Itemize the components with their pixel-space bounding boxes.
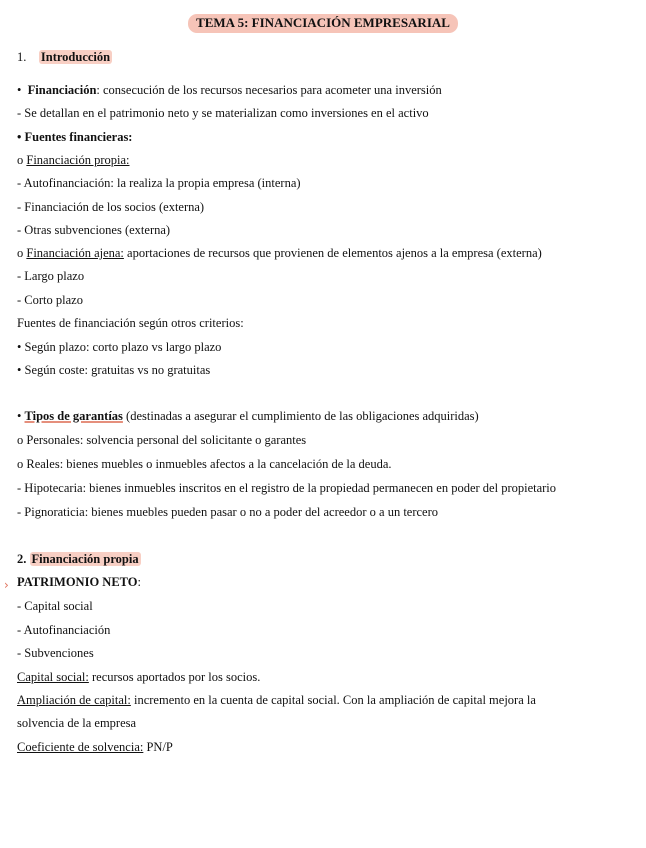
section-1-title: Introducción — [40, 50, 111, 64]
patrimonio-heading: PATRIMONIO NETO — [17, 575, 138, 589]
corto-plazo-line: - Corto plazo — [17, 293, 83, 307]
bullet: • — [17, 83, 22, 97]
capital-social-text: recursos aportados por los socios. — [88, 670, 261, 684]
garantias-heading: Tipos de garantías — [24, 409, 123, 423]
segun-plazo-line: • Según plazo: corto plazo vs largo plazo — [17, 340, 222, 354]
ampliacion-text: incremento en la cuenta de capital social. Con la ampliación de capital mejora la — [130, 693, 536, 707]
socios-line: - Financiación de los socios (externa) — [17, 200, 205, 214]
coeficiente-text: PN/P — [143, 740, 173, 754]
largo-plazo-line: - Largo plazo — [17, 269, 85, 283]
garantias-text: (destinadas a asegurar el cumplimiento de las obligaciones adquiridas) — [122, 409, 479, 423]
fuentes-heading: • Fuentes financieras: — [17, 130, 133, 144]
patrimonio-line — [17, 574, 141, 590]
hipotecaria-line: - Hipotecaria: bienes inmuebles inscritos en el registro de la propiedad permanecen en poder del propietario — [17, 481, 557, 495]
section-1-heading — [17, 49, 112, 65]
pignoraticia-line: - Pignoraticia: bienes muebles pueden pasar o no a poder del acreedor o a un tercero — [17, 505, 439, 519]
propia-line — [17, 152, 129, 168]
capital-social-line — [17, 669, 260, 685]
criterios-line: Fuentes de financiación según otros criterios: — [17, 316, 244, 330]
patrimonio-colon: : — [137, 575, 141, 589]
coeficiente-label: Coeficiente de solvencia: — [17, 740, 144, 754]
coeficiente-line — [17, 739, 173, 755]
personales-line: o Personales: solvencia personal del solicitante o garantes — [17, 433, 307, 447]
garantias-line — [17, 408, 479, 424]
subvenciones-line: - Otras subvenciones (externa) — [17, 223, 171, 237]
collapse-arrow-icon[interactable]: › — [4, 578, 9, 592]
subv-line: - Subvenciones — [17, 646, 94, 660]
segun-coste-line: • Según coste: gratuitas vs no gratuitas — [17, 363, 211, 377]
financiacion-term: Financiación — [27, 83, 97, 97]
financiacion-definition — [17, 82, 442, 98]
ajena-text: aportaciones de recursos que provienen de elementos ajenos a la empresa (externa) — [123, 246, 542, 260]
title-wrap — [0, 14, 646, 33]
ajena-line — [17, 245, 542, 261]
autofin-line: - Autofinanciación — [17, 623, 111, 637]
propia-label: Financiación propia: — [26, 153, 130, 167]
ajena-prefix: o — [17, 246, 27, 260]
reales-line: o Reales: bienes muebles o inmuebles afectos a la cancelación de la deuda. — [17, 457, 392, 471]
ampliacion-label: Ampliación de capital: — [17, 693, 131, 707]
ampliacion-cont-line: solvencia de la empresa — [17, 716, 137, 730]
section-2-heading — [17, 551, 141, 567]
financiacion-def: : consecución de los recursos necesarios para acometer una inversión — [96, 83, 442, 97]
propia-prefix: o — [17, 153, 27, 167]
capital-social-label: Capital social: — [17, 670, 89, 684]
garantias-bullet: • — [17, 409, 25, 423]
autofinanciacion-line: - Autofinanciación: la realiza la propia empresa (interna) — [17, 176, 301, 190]
ampliacion-line — [17, 692, 536, 708]
detalle-line: - Se detallan en el patrimonio neto y se materializan como inversiones en el activo — [17, 106, 429, 120]
ajena-label: Financiación ajena: — [26, 246, 124, 260]
section-1-number: 1. — [17, 50, 27, 64]
section-2-number: 2. — [17, 552, 30, 566]
capital-line: - Capital social — [17, 599, 93, 613]
section-2-title: Financiación propia — [31, 552, 139, 566]
document-title: TEMA 5: FINANCIACIÓN EMPRESARIAL — [188, 14, 458, 33]
